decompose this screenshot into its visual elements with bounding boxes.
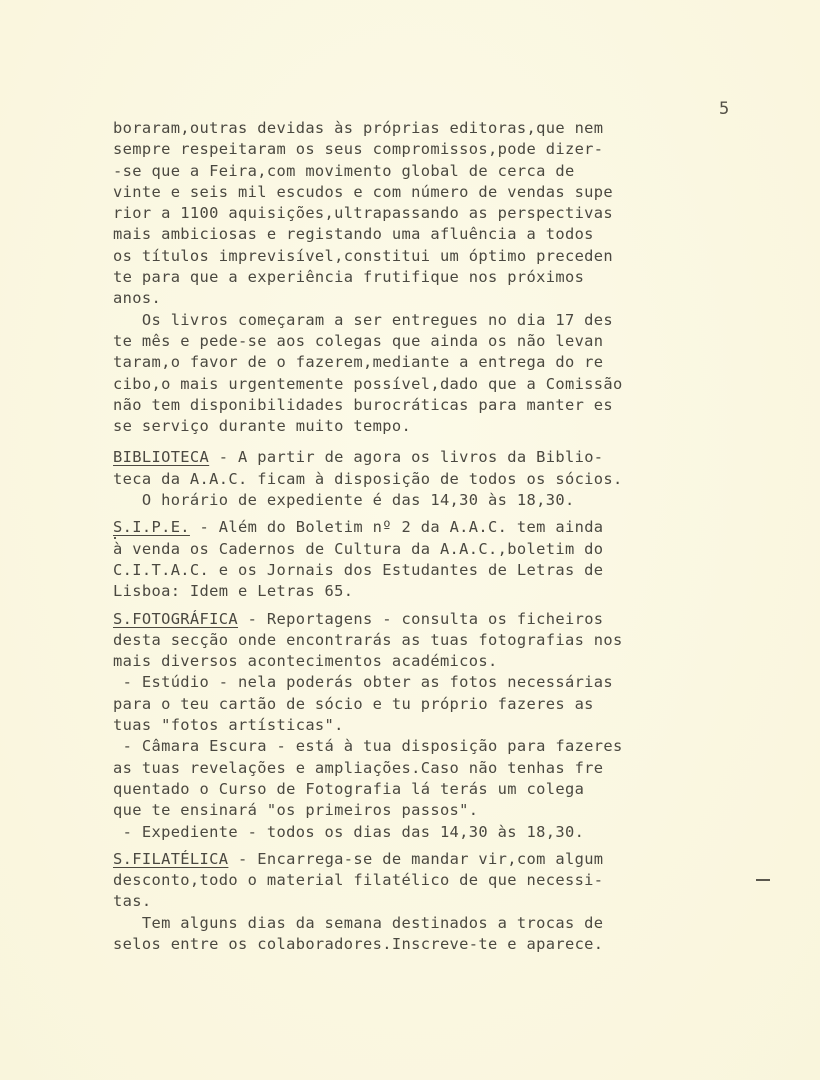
text-line: O horário de expediente é das 14,30 às 18,30. <box>113 491 575 510</box>
text-line: boraram,outras devidas às próprias editoras,que nem <box>113 119 604 137</box>
section-filatelica <box>113 849 763 955</box>
text-line: Os livros começaram a ser entregues no dia 17 des <box>113 310 614 329</box>
text-line: taram,o favor de o fazerem,mediante a entrega do re <box>113 353 604 372</box>
section-first-line <box>113 447 763 468</box>
page-number: 5 <box>719 99 730 119</box>
section-heading: BIBLIOTECA <box>113 448 210 467</box>
text-line: quentado o Curso de Fotografia lá terás um colega <box>113 779 585 798</box>
text-line: - Câmara Escura - está à tua disposição para fazeres <box>113 737 623 756</box>
section-heading: S.I.P.E. <box>113 518 190 537</box>
text-line: C.I.T.A.C. e os Jornais dos Estudantes de Letras de <box>113 560 604 579</box>
text-line: não tem disponibilidades burocráticas para manter es <box>113 395 614 414</box>
text-line: -se que a Feira,com movimento global de cerca de <box>113 161 575 180</box>
text-segment: - Além do Boletim nº 2 da A.A.C. tem ainda <box>189 518 604 537</box>
text-line: te mês e pede-se aos colegas que ainda os não levan <box>113 331 604 350</box>
section-fotografica <box>113 609 763 843</box>
text-line: as tuas revelações e ampliações.Caso não tenhas fre <box>113 758 604 777</box>
text-line: mais diversos acontecimentos académicos. <box>113 652 498 671</box>
text-line: mais ambiciosas e registando uma afluência a todos <box>113 225 594 244</box>
text-line: sempre respeitaram os seus compromissos,pode dizer- <box>113 140 604 159</box>
text-segment: - A partir de agora os livros da Biblio- <box>209 448 604 467</box>
text-line: para o teu cartão de sócio e tu próprio fazeres as <box>113 694 594 713</box>
text-line: - Expediente - todos os dias das 14,30 às 18,30. <box>113 822 585 841</box>
text-line: cibo,o mais urgentemente possível,dado que a Comissão <box>113 374 623 393</box>
section-first-line <box>113 609 763 630</box>
text-line: Lisboa: Idem e Letras 65. <box>113 582 354 601</box>
text-line: selos entre os colaboradores.Inscreve-te e aparece. <box>113 934 604 953</box>
text-line: desconto,todo o material filatélico de que necessi- <box>113 871 604 890</box>
paragraph-feira <box>113 118 763 310</box>
text-line: anos. <box>113 289 162 308</box>
text-segment: - Encarrega-se de mandar vir,com algum <box>228 849 604 868</box>
document-body <box>113 118 763 955</box>
text-line: tas. <box>113 892 152 911</box>
text-line: tuas "fotos artísticas". <box>113 716 344 735</box>
text-line: os títulos imprevisível,constitui um óptimo preceden <box>113 246 614 265</box>
text-line: à venda os Cadernos de Cultura da A.A.C.,boletim do <box>113 539 604 558</box>
section-first-line <box>113 517 763 538</box>
text-segment: - Reportagens - consulta os ficheiros <box>238 609 604 628</box>
text-line: Tem alguns dias da semana destinados a trocas de <box>113 913 604 932</box>
text-line: vinte e seis mil escudos e com número de vendas supe <box>113 182 614 201</box>
text-line: que te ensinará "os primeiros passos". <box>113 801 479 820</box>
text-line: - Estúdio - nela poderás obter as fotos necessárias <box>113 673 614 692</box>
section-first-line <box>113 849 763 870</box>
section-heading: S.FOTOGRÁFICA <box>113 609 239 628</box>
paragraph-livros <box>113 310 763 438</box>
section-biblioteca <box>113 447 763 511</box>
text-line: se serviço durante muito tempo. <box>113 417 412 436</box>
text-line: teca da A.A.C. ficam à disposição de todos os sócios. <box>113 469 623 488</box>
section-heading: S.FILATÉLICA <box>113 849 229 868</box>
text-line: rior a 1100 aquisições,ultrapassando as perspectivas <box>113 204 614 223</box>
section-sipe <box>113 517 763 602</box>
text-line: desta secção onde encontrarás as tuas fotografias nos <box>113 630 623 649</box>
text-line: te para que a experiência frutifique nos próximos <box>113 268 585 287</box>
